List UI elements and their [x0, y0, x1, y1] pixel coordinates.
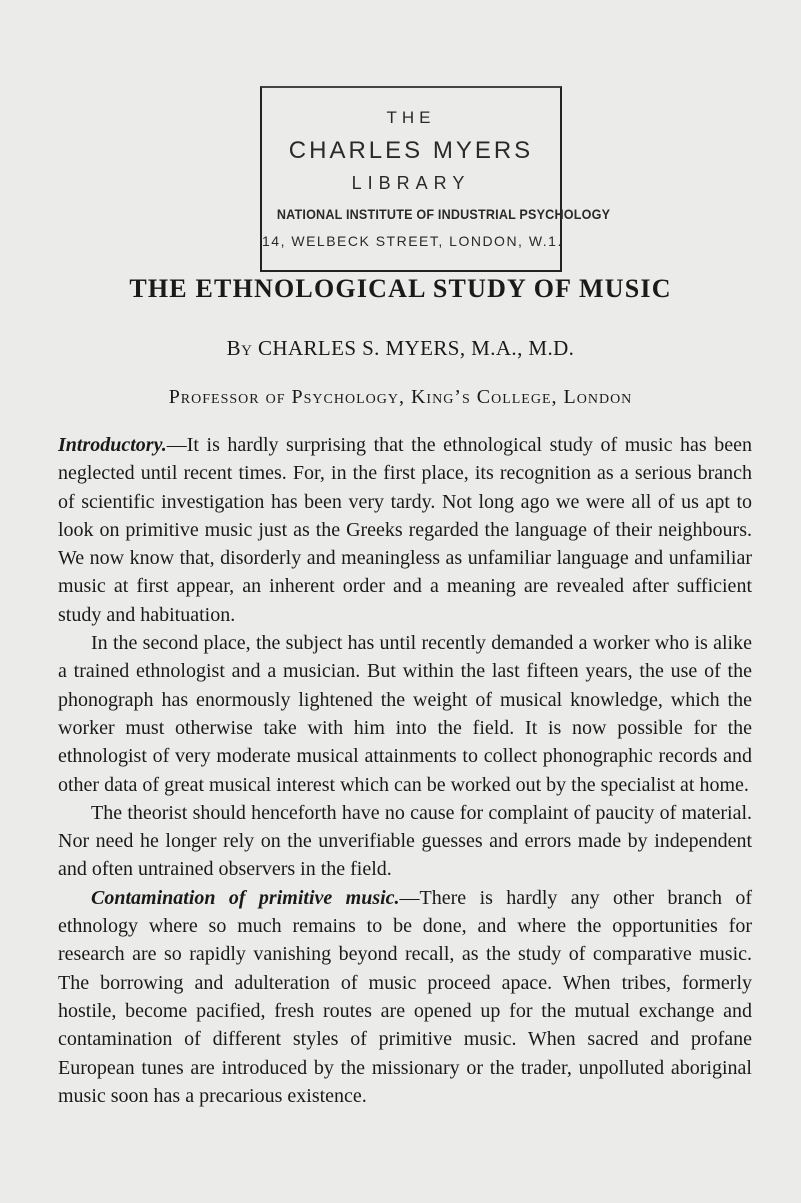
- paragraph-heading: Introductory.: [58, 434, 167, 456]
- paragraph: [58, 431, 752, 629]
- paragraph-heading: Contamination of primitive music.: [91, 886, 400, 909]
- stamp-line-institute: NATIONAL INSTITUTE OF INDUSTRIAL PSYCHOLOGY: [276, 206, 611, 222]
- paragraph-text: In the second place, the subject has until recently demanded a worker who is alike a trained ethnologist and a musician. But within the last fifteen years, the use of the phonograph has enormously lightened the weight of musical knowledge, which the worker must otherwise take with him into the field. It is now possible for the ethnologist of very moderate musical attainments to collect phonographic records and other data of great musical interest which can be worked out by the specialist at home.: [58, 632, 752, 796]
- article-body: [58, 431, 752, 1110]
- stamp-line-the: THE: [386, 108, 436, 127]
- paragraph-text: —It is hardly surprising that the ethnological study of music has been neglected until recent times. For, in the first place, its recognition as a serious branch of scientific investigation has been very tardy. Not long ago we were all of us apt to look on primitive music just as the Greeks regarded the language of their neighbours. We now know that, disorderly and meaningless as unfamiliar language and unfamiliar music at first appear, an inherent order and a meaning are revealed after sufficient study and habituation.: [58, 434, 752, 626]
- author-name: CHARLES S. MYERS, M.A., M.D.: [257, 336, 575, 360]
- stamp-line-library: LIBRARY: [351, 173, 471, 193]
- paragraph-text: —There is hardly any other branch of ethnology where so much remains to be done, and where the opportunities for research are so rapidly vanishing beyond recall, as the study of comparative music. The borrowing and adulteration of music proceed apace. When tribes, formerly hostile, become pacified, fresh routes are opened up for the mutual exchange and contamination of different styles of primitive music. When sacred and profane European tunes are introduced by the missionary or the trader, unpolluted aboriginal music soon has a precarious existence.: [58, 886, 752, 1107]
- author-byline: [0, 336, 801, 361]
- library-stamp: [260, 86, 611, 272]
- paragraph-text: The theorist should henceforth have no cause for complaint of paucity of material. Nor need he longer rely on the unverifiable guesses and errors made by independent and often untrained observers in the field.: [58, 801, 752, 881]
- byline-prefix: By: [226, 336, 253, 360]
- article-title: THE ETHNOLOGICAL STUDY OF MUSIC: [129, 274, 672, 303]
- paragraph: [58, 799, 752, 884]
- stamp-line-address: 14, WELBECK STREET, LONDON, W.1.: [262, 233, 563, 249]
- stamp-line-name: CHARLES MYERS: [288, 137, 534, 164]
- author-affiliation: Professor of Psychology, King’s College, London: [168, 386, 633, 408]
- paragraph: [58, 884, 752, 1110]
- paragraph: [58, 629, 752, 799]
